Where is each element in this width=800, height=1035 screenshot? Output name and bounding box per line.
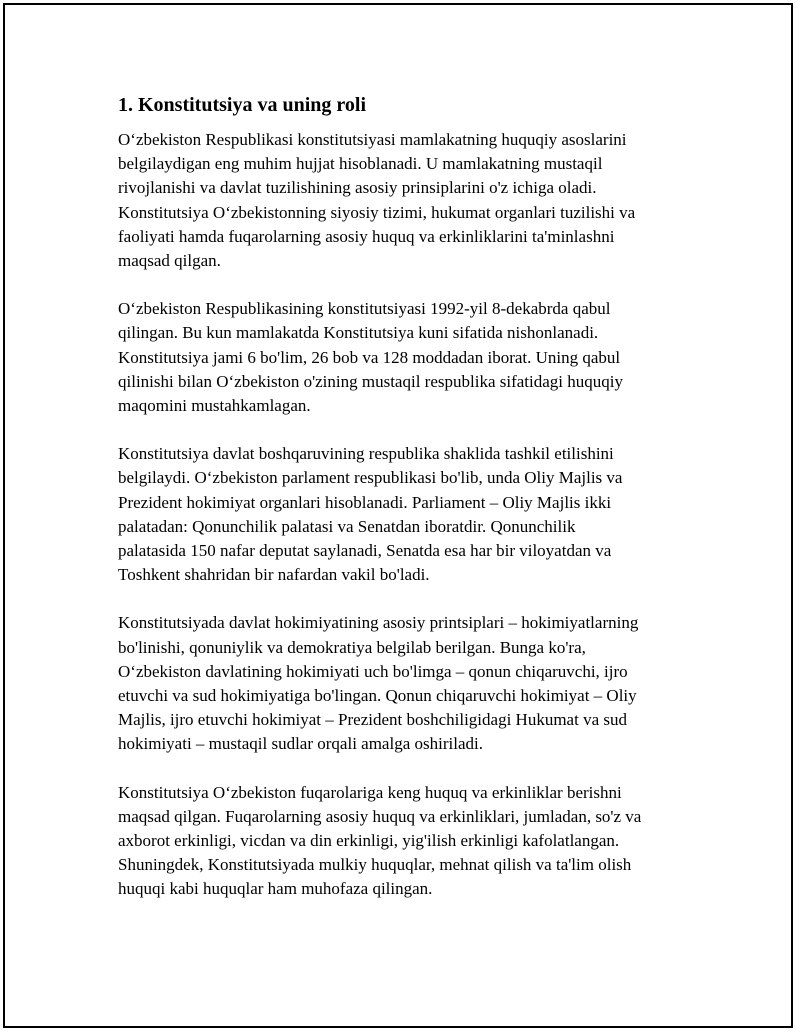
paragraph-2: O‘zbekiston Respublikasining konstitutsiyasi 1992-yil 8-dekabrda qabul qilingan. Bu kun mamlakatda Konstitutsiya kuni sifatida nishonlanadi. Konstitutsiya jami 6 bo'lim, 26 bob va 128 moddadan iborat. Uning qabul qilinishi bilan O‘zbekiston o'zining mustaqil respublika sifatidagi huquqiy maqomini mustahkamlagan.: [118, 299, 623, 416]
paragraph-1: O‘zbekiston Respublikasi konstitutsiyasi mamlakatning huquqiy asoslarini belgilaydigan eng muhim hujjat hisoblanadi. U mamlakatning mustaqil rivojlanishi va davlat tuzilishining asosiy prinsiplarini o'z ichiga oladi. Konstitutsiya O‘zbekistonning siyosiy tizimi, hukumat organlari tuzilishi va faoliyati hamda fuqarolarning asosiy huquq va erkinliklarini ta'minlashni maqsad qilgan.: [118, 130, 636, 271]
document-body: [118, 92, 698, 926]
paragraph-3: Konstitutsiya davlat boshqaruvining respublika shaklida tashkil etilishini belgilaydi. O‘zbekiston parlament respublikasi bo'lib, unda Oliy Majlis va Prezident hokimiyat organlari hisoblanadi. Parliament – Oliy Majlis ikki palatadan: Qonunchilik palatasi va Senatdan iboratdir. Qonunchilik palatasida 150 nafar deputat saylanadi, Senatda esa har bir viloyatdan va Toshkent shahridan bir nafardan vakil bo'ladi.: [118, 444, 623, 585]
paragraph-5: Konstitutsiya O‘zbekiston fuqarolariga keng huquq va erkinliklar berishni maqsad qilgan. Fuqarolarning asosiy huquq va erkinliklari, jumladan, so'z va axborot erkinligi, vicdan va din erkinligi, yig'ilish erkinligi kafolatlangan. Shuningdek, Konstitutsiyada mulkiy huquqlar, mehnat qilish va ta'lim olish huquqi kabi huquqlar ham muhofaza qilingan.: [118, 782, 642, 899]
section-heading: 1. Konstitutsiya va uning roli: [118, 94, 367, 116]
paragraph-4: Konstitutsiyada davlat hokimiyatining asosiy printsiplari – hokimiyatlarning bo'linishi, qonuniylik va demokratiya belgilab berilgan. Bunga ko'ra, O‘zbekiston davlatining hokimiyati uch bo'limga – qonun chiqaruvchi, ijro etuvchi va sud hokimiyatiga bo'lingan. Qonun chiqaruvchi hokimiyat – Oliy Majlis, ijro etuvchi hokimiyat – Prezident boshchiligidagi Hukumat va sud hokimiyati – mustaqil sudlar orqali amalga oshiriladi.: [118, 613, 639, 754]
